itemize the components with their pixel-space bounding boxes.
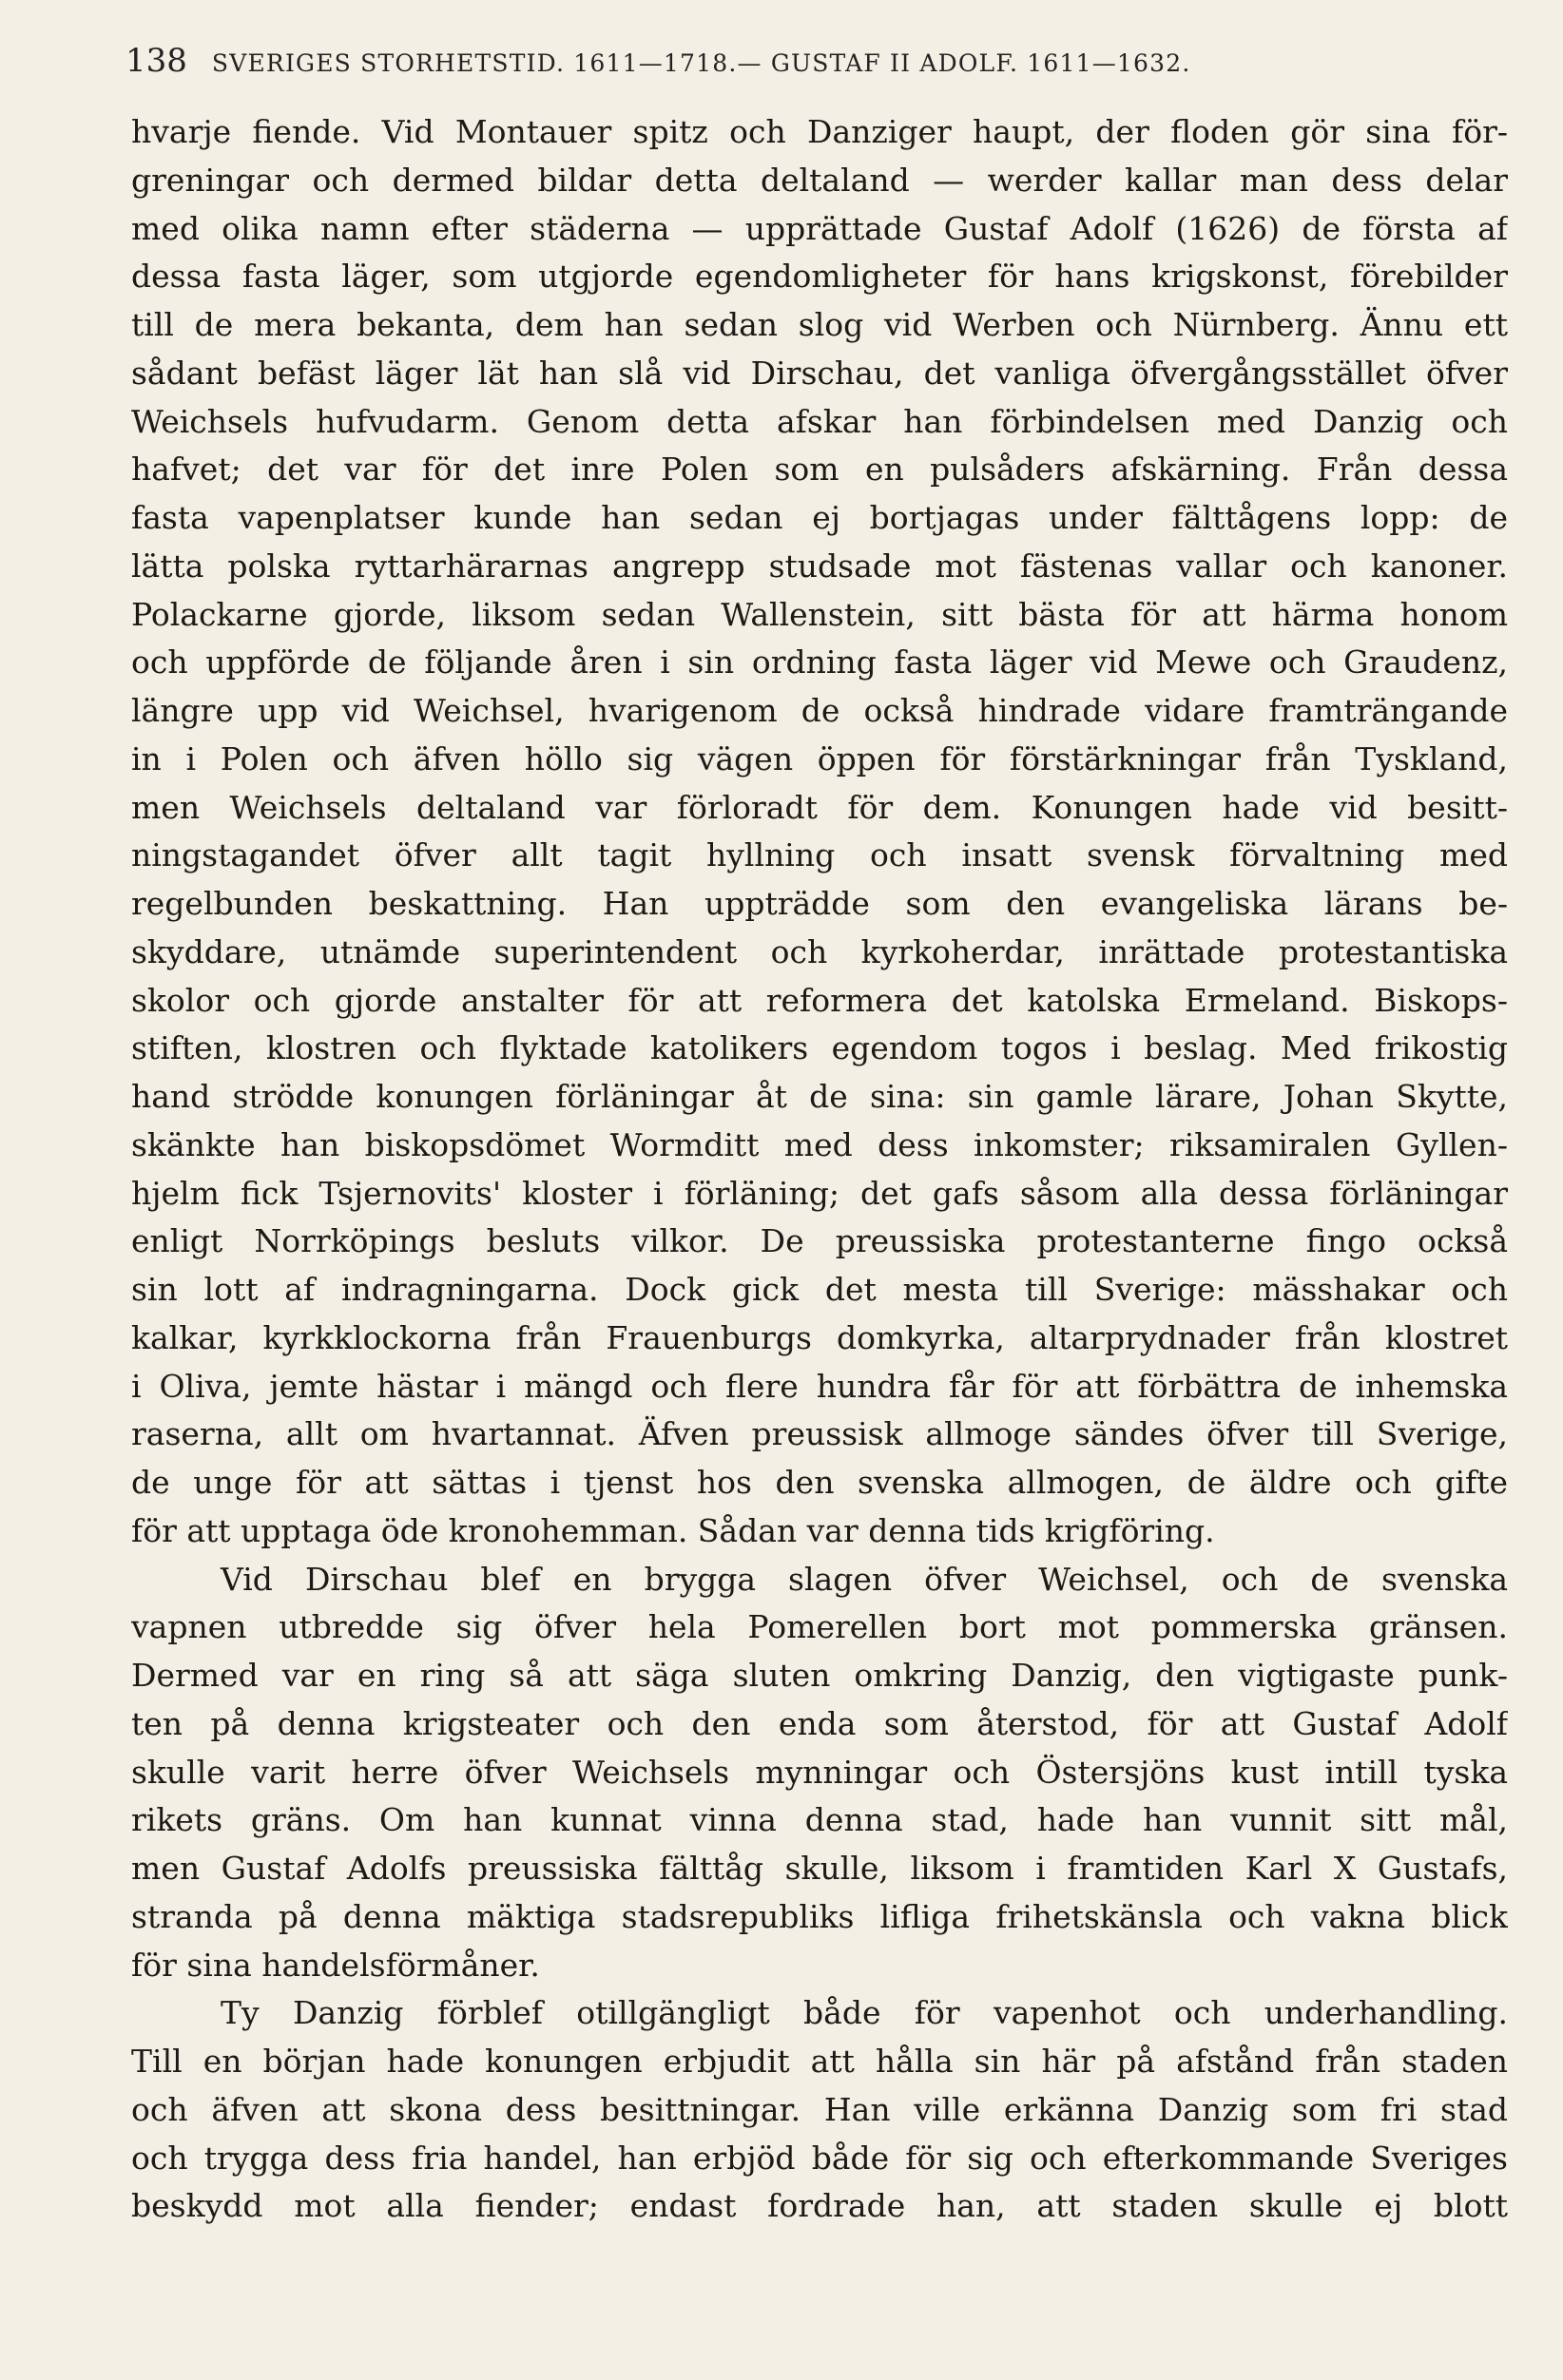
text-line: Weichsels hufvudarm. Genom detta afskar han förbindelsen med Danzig och (131, 402, 1508, 440)
text-line: fasta vapenplatser kunde han sedan ej bortjagas under fälttågens lopp: de (131, 499, 1508, 536)
paragraph (131, 1989, 1508, 2231)
text-line: men Weichsels deltaland var förloradt för dem. Konungen hade vid besitt- (131, 788, 1508, 826)
text-line: in i Polen och äfven höllo sig vägen öppen för förstärkningar från Tyskland, (131, 739, 1508, 777)
text-line: lätta polska ryttarhärarnas angrepp studsade mot fästenas vallar och kanoner. (131, 547, 1508, 585)
text-line: de unge för att sättas i tjenst hos den svenska allmogen, de äldre och gifte (131, 1464, 1508, 1501)
text-line: Polackarne gjorde, liksom sedan Wallenstein, sitt bästa för att härma honom (131, 595, 1508, 633)
body-text (131, 108, 1508, 2231)
text-line: hvarje fiende. Vid Montauer spitz och Danziger haupt, der floden gör sina för- (131, 113, 1508, 150)
text-line: sådant befäst läger lät han slå vid Dirschau, det vanliga öfvergångsstället öfver (131, 354, 1508, 392)
text-line: rikets gräns. Om han kunnat vinna denna stad, hade han vunnit sitt mål, (131, 1801, 1508, 1839)
text-line: för sina handelsförmåner. (131, 1946, 540, 1984)
text-line: hafvet; det var för det inre Polen som en pulsåders afskärning. Från dessa (131, 451, 1508, 489)
text-line: beskydd mot alla fiender; endast fordrade han, att staden skulle ej blott (131, 2187, 1508, 2225)
text-line: skänkte han biskopsdömet Wormditt med dess inkomster; riksamiralen Gyllen- (131, 1125, 1508, 1163)
text-line: Vid Dirschau blef en brygga slagen öfver Weichsel, och de svenska (221, 1560, 1508, 1598)
text-line: hand strödde konungen förläningar åt de sina: sin gamle lärare, Johan Skytte, (131, 1078, 1508, 1115)
text-line: och äfven att skona dess besittningar. Han ville erkänna Danzig som fri stad (131, 2090, 1508, 2128)
text-line: hjelm fick Tsjernovits' kloster i förläning; det gafs såsom alla dessa förläningar (131, 1174, 1508, 1212)
text-line: dessa fasta läger, som utgjorde egendomligheter för hans krigskonst, förebilder (131, 258, 1508, 296)
text-line: regelbunden beskattning. Han uppträdde som den evangeliska lärans be- (131, 885, 1508, 922)
text-line: sin lott af indragningarna. Dock gick det mesta till Sverige: mässhakar och (131, 1271, 1508, 1308)
page-number: 138 (125, 42, 187, 80)
text-line: Dermed var en ring så att säga sluten omkring Danzig, den vigtigaste punk- (131, 1657, 1508, 1694)
text-line: enligt Norrköpings besluts vilkor. De preussiska protestanterne fingo också (131, 1222, 1508, 1260)
text-line: för att upptaga öde kronohemman. Sådan var denna tids krigföring. (131, 1511, 1215, 1549)
text-line: Ty Danzig förblef otillgängligt både för vapenhot och underhandling. (221, 1994, 1508, 2032)
text-line: till de mera bekanta, dem han sedan slog vid Werben och Nürnberg. Ännu ett (131, 306, 1508, 343)
text-line: i Oliva, jemte hästar i mängd och flere hundra får för att förbättra de inhemska (131, 1367, 1508, 1405)
paragraph (131, 1556, 1508, 1990)
paragraph (131, 108, 1508, 1556)
text-line: ten på denna krigsteater och den enda som återstod, för att Gustaf Adolf (131, 1704, 1508, 1742)
text-line: och trygga dess fria handel, han erbjöd både för sig och efterkommande Sveriges (131, 2139, 1508, 2177)
text-line: Till en början hade konungen erbjudit att hålla sin här på afstånd från staden (131, 2043, 1508, 2080)
text-line: ningstagandet öfver allt tagit hyllning och insatt svensk förvaltning med (131, 836, 1508, 874)
text-line: raserna, allt om hvartannat. Äfven preussisk allmoge sändes öfver till Sverige, (131, 1415, 1508, 1453)
text-line: skulle varit herre öfver Weichsels mynningar och Östersjöns kust intill tyska (131, 1753, 1508, 1791)
text-line: längre upp vid Weichsel, hvarigenom de också hindrade vidare framträngande (131, 692, 1508, 729)
text-line: stiften, klostren och flyktade katolikers egendom togos i beslag. Med frikostig (131, 1029, 1508, 1067)
text-line: skolor och gjorde anstalter för att reformera det katolska Ermeland. Biskops- (131, 981, 1508, 1019)
text-line: och uppförde de följande åren i sin ordning fasta läger vid Mewe och Graudenz, (131, 643, 1508, 681)
running-title: SVERIGES STORHETSTID. 1611—1718.— GUSTAF II ADOLF. 1611—1632. (211, 49, 1191, 77)
text-line: med olika namn efter städerna — upprättade Gustaf Adolf (1626) de första af (131, 209, 1508, 247)
text-line: greningar och dermed bildar detta deltaland — werder kallar man dess delar (131, 161, 1508, 199)
text-line: vapnen utbredde sig öfver hela Pomerellen bort mot pommerska gränsen. (131, 1608, 1508, 1646)
text-line: skyddare, utnämde superintendent och kyrkoherdar, inrättade protestantiska (131, 932, 1508, 970)
running-header (125, 42, 1514, 80)
text-line: kalkar, kyrkklockorna från Frauenburgs domkyrka, altarprydnader från klostret (131, 1318, 1508, 1356)
text-line: stranda på denna mäktiga stadsrepubliks lifliga frihetskänsla och vakna blick (131, 1897, 1508, 1935)
text-line: men Gustaf Adolfs preussiska fälttåg skulle, liksom i framtiden Karl X Gustafs, (131, 1850, 1508, 1887)
